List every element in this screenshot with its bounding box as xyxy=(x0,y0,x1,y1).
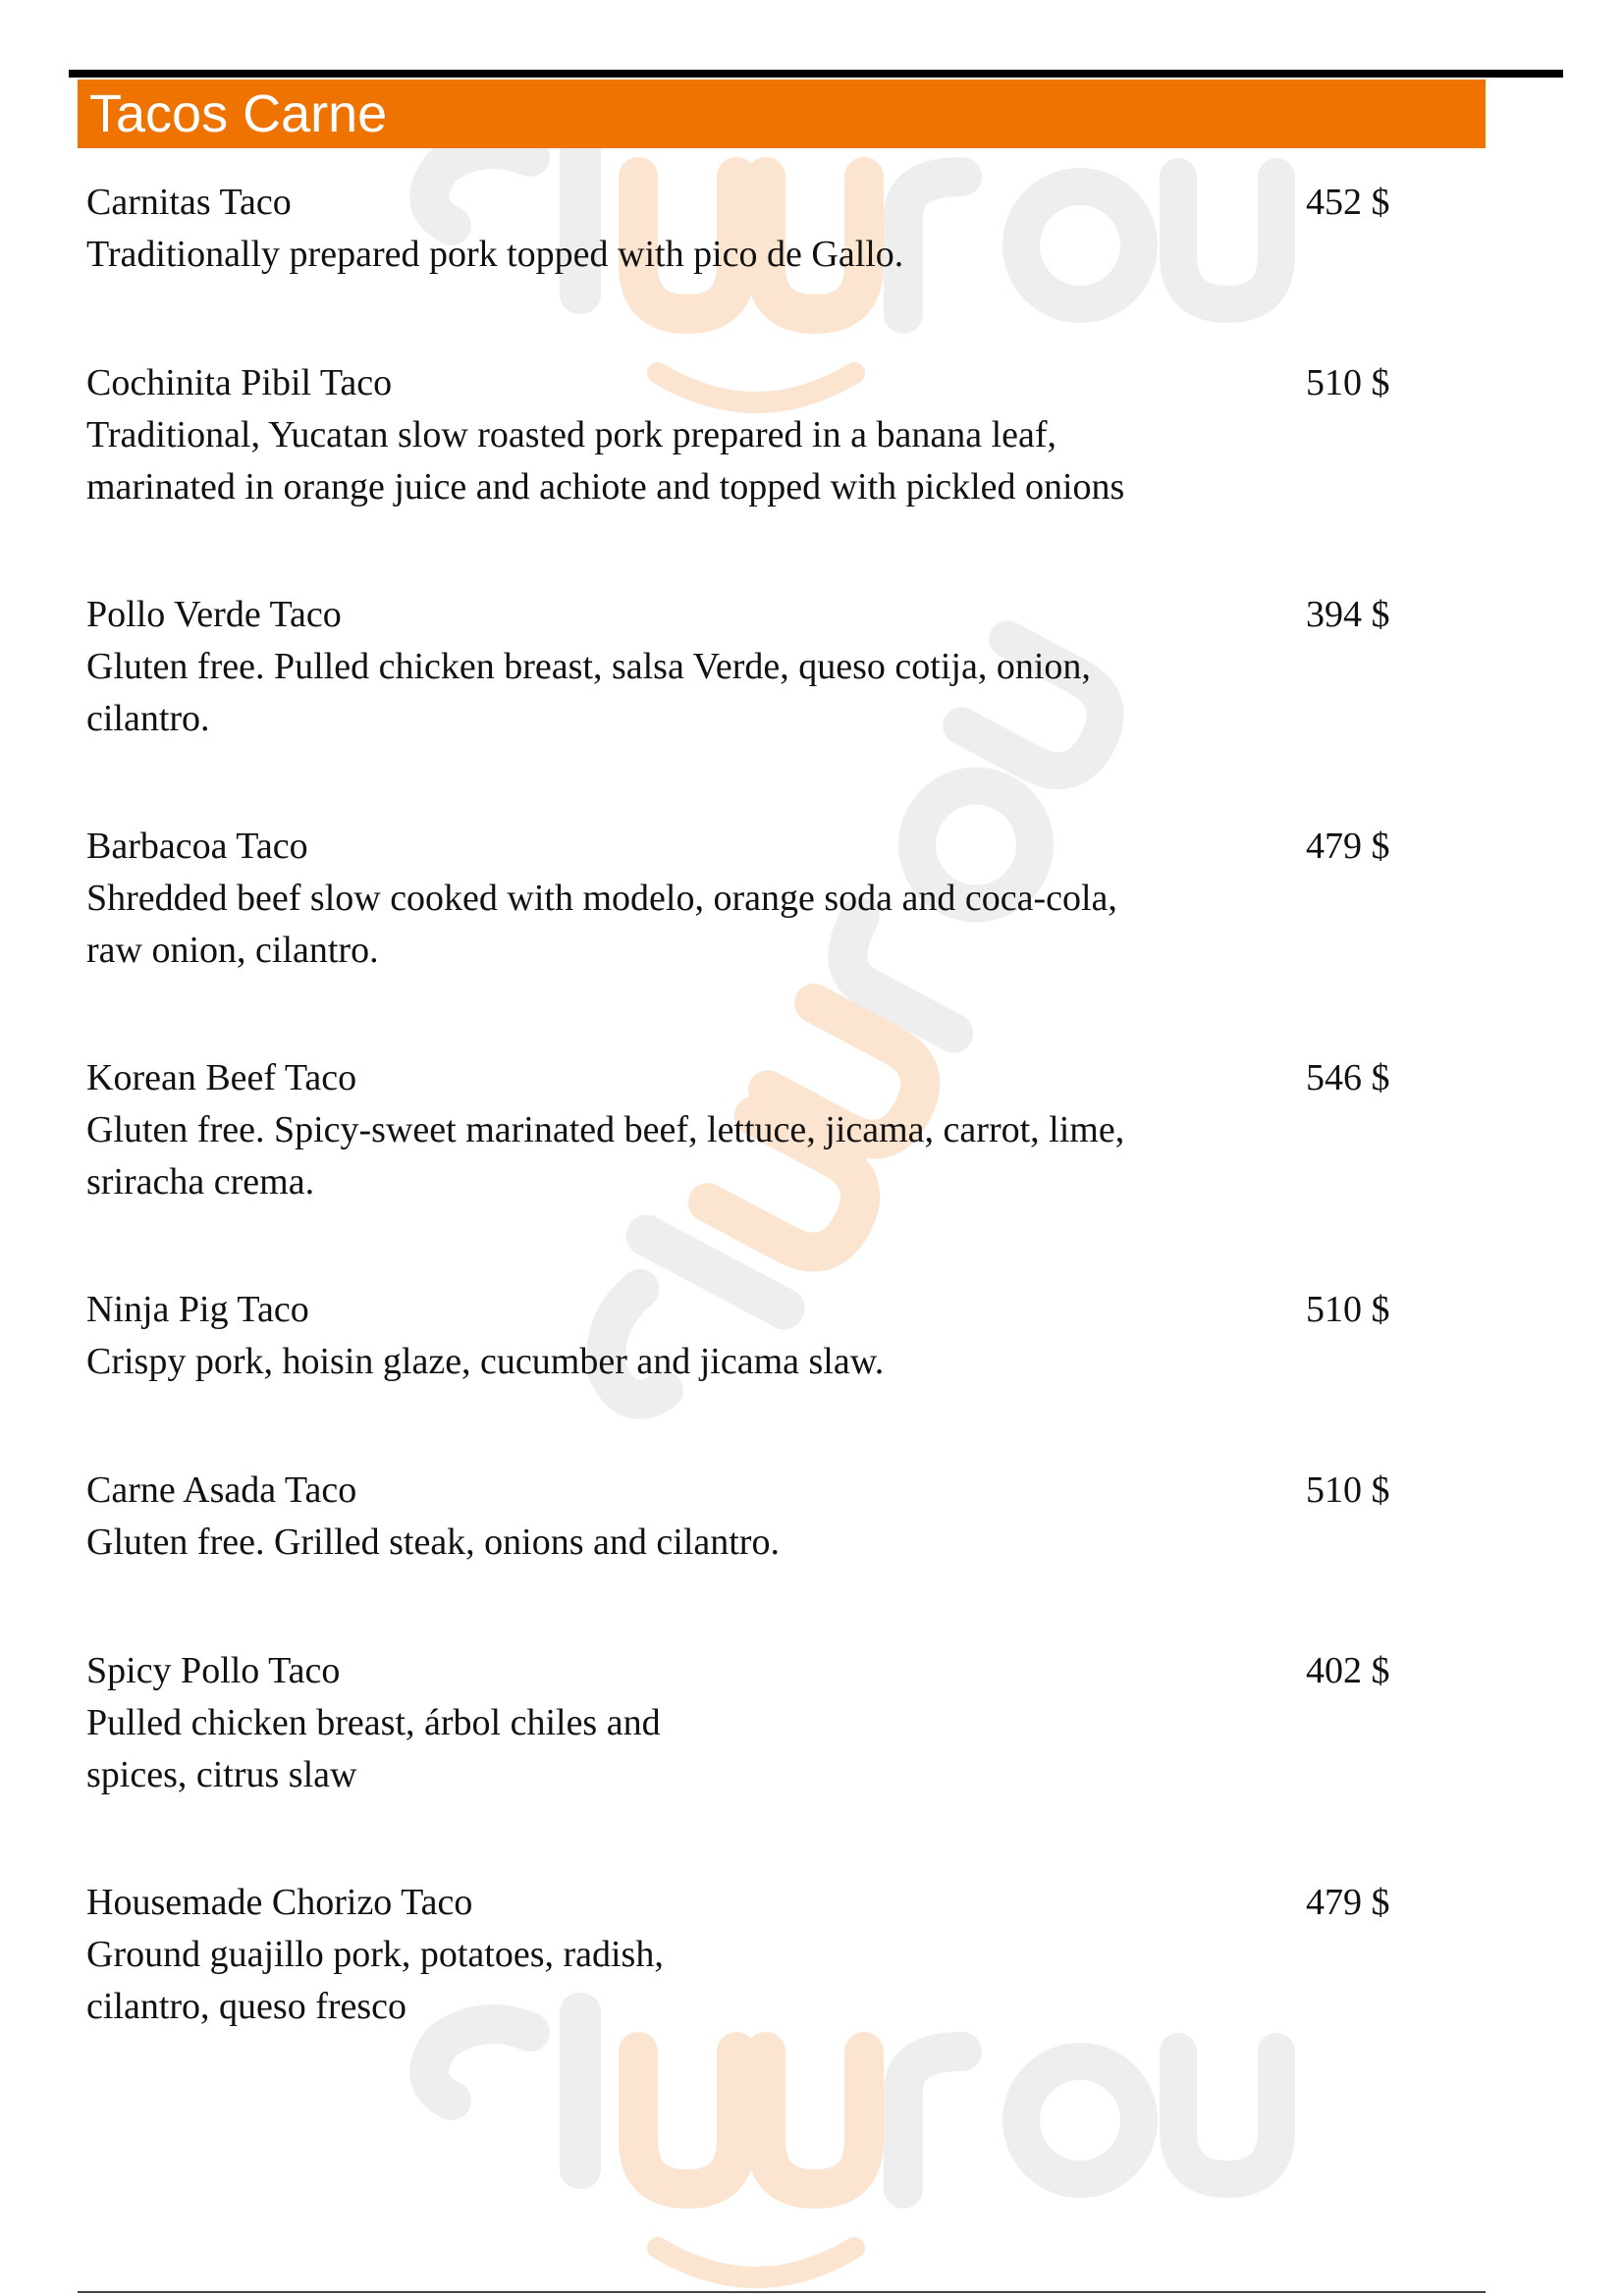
item-description: Traditionally prepared pork topped with pico de Gallo. xyxy=(86,234,904,275)
item-price: 510 $ xyxy=(1306,1289,1390,1330)
top-rule xyxy=(69,70,1563,78)
item-price: 452 $ xyxy=(1306,182,1390,223)
item-description: Traditional, Yucatan slow roasted pork prepared in a banana leaf, marinated in orange juice and achiote and topped with pickled onions xyxy=(86,414,1125,507)
item-name: Carne Asada Taco xyxy=(86,1469,357,1511)
menu-item xyxy=(86,1877,1402,2033)
menu-item xyxy=(86,1645,1402,1801)
item-price: 479 $ xyxy=(1306,1882,1390,1923)
bottom-rule xyxy=(78,2291,1486,2293)
item-name: Housemade Chorizo Taco xyxy=(86,1882,473,1923)
item-name: Cochinita Pibil Taco xyxy=(86,362,393,403)
item-description: Crispy pork, hoisin glaze, cucumber and jicama slaw. xyxy=(86,1341,885,1382)
item-price: 479 $ xyxy=(1306,826,1390,867)
item-name: Pollo Verde Taco xyxy=(86,594,342,635)
item-description: Pulled chicken breast, árbol chiles and spices, citrus slaw xyxy=(86,1702,661,1795)
menu-item xyxy=(86,821,1402,977)
item-price: 510 $ xyxy=(1306,362,1390,403)
item-price: 402 $ xyxy=(1306,1650,1390,1691)
item-price: 510 $ xyxy=(1306,1469,1390,1511)
menu-item xyxy=(86,1284,1402,1388)
item-description: Ground guajillo pork, potatoes, radish, cilantro, queso fresco xyxy=(86,1934,664,2027)
menu-item xyxy=(86,357,1402,513)
section-header xyxy=(78,80,1486,148)
menu-item xyxy=(86,1052,1402,1208)
item-name: Ninja Pig Taco xyxy=(86,1289,309,1330)
item-description: Gluten free. Spicy-sweet marinated beef, lettuce, jicama, carrot, lime, sriracha crema. xyxy=(86,1109,1125,1202)
item-description: Gluten free. Pulled chicken breast, salsa Verde, queso cotija, onion, cilantro. xyxy=(86,646,1091,739)
item-name: Spicy Pollo Taco xyxy=(86,1650,341,1691)
menu-item xyxy=(86,589,1402,745)
item-name: Barbacoa Taco xyxy=(86,826,308,867)
item-name: Korean Beef Taco xyxy=(86,1057,357,1098)
item-price: 546 $ xyxy=(1306,1057,1390,1098)
item-name: Carnitas Taco xyxy=(86,182,292,223)
menu-item xyxy=(86,177,1402,281)
item-description: Gluten free. Grilled steak, onions and cilantro. xyxy=(86,1522,780,1563)
item-price: 394 $ xyxy=(1306,594,1390,635)
menu-item xyxy=(86,1465,1402,1569)
section-title: Tacos Carne xyxy=(89,84,388,143)
item-description: Shredded beef slow cooked with modelo, orange soda and coca-cola, raw onion, cilantro. xyxy=(86,878,1117,971)
